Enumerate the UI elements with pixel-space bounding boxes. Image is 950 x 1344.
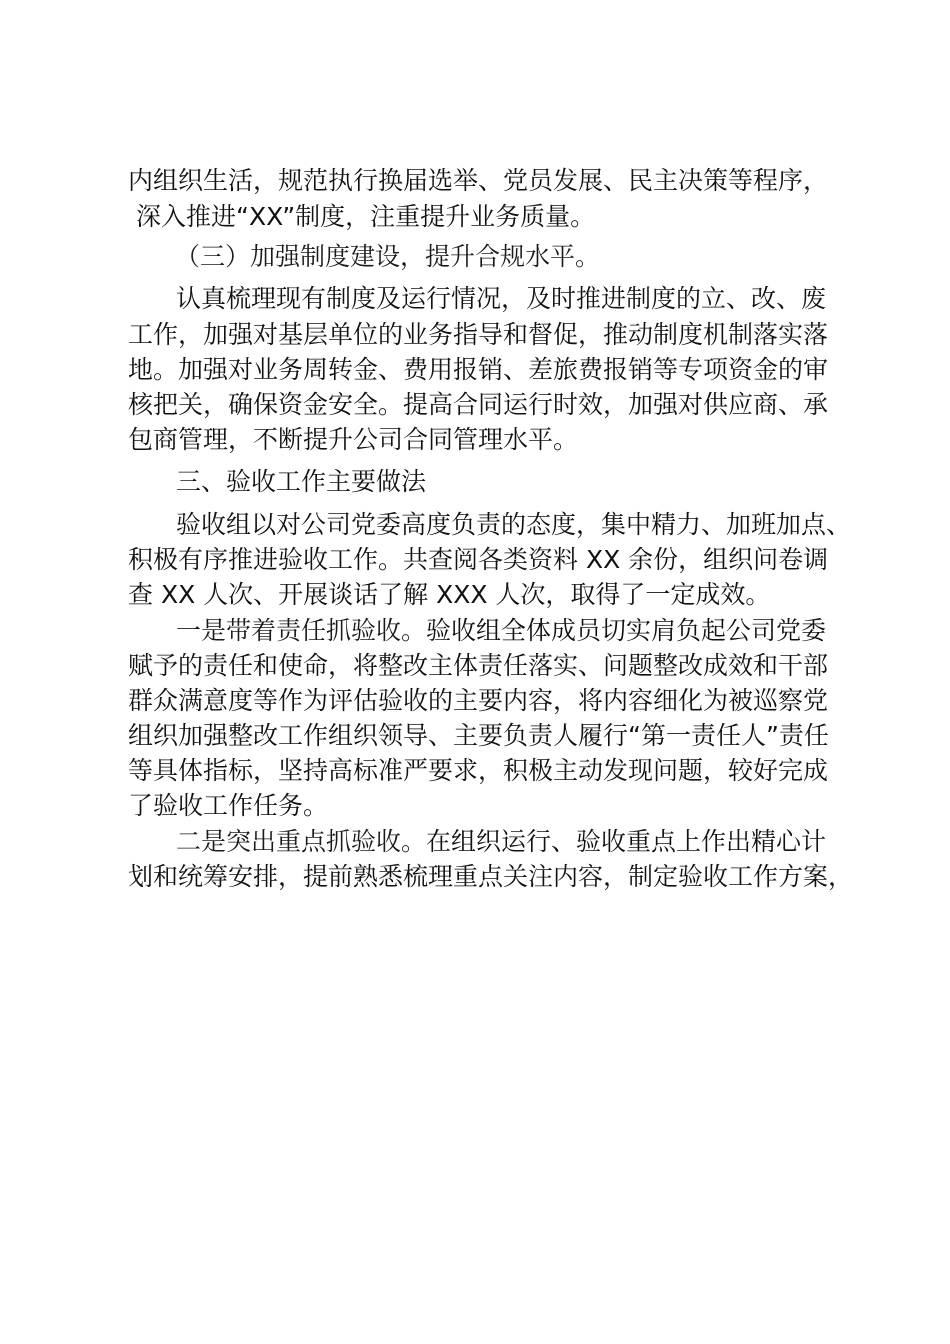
text-line: 赋予的责任和使命，将整改主体责任落实、问题整改成效和干部 xyxy=(128,651,829,680)
section-heading: 三、验收工作主要做法 xyxy=(176,467,427,496)
text-line: 等具体指标，坚持高标准严要求，积极主动发现问题，较好完成 xyxy=(128,756,829,785)
text-line: 验收组以对公司党委高度负责的态度，集中精力、加班加点、 xyxy=(176,510,852,539)
lead-in-text: 一是带着责任抓验收。 xyxy=(176,616,427,645)
text-line: 认真梳理现有制度及运行情况，及时推进制度的立、改、废 xyxy=(176,284,827,313)
text-line: 深入推进“XX”制度，注重提升业务质量。 xyxy=(136,202,596,231)
paragraph-first-line xyxy=(176,614,826,648)
text-line: 组织加强整改工作组织领导、主要负责人履行“第一责任人”责任 xyxy=(128,721,829,750)
text-line: 了验收工作任务。 xyxy=(128,791,329,820)
text-run: 验收组全体成员切实肩负起公司党委 xyxy=(426,616,827,645)
text-line: 积极有序推进验收工作。共查阅各类资料 XX 余份，组织问卷调 xyxy=(128,545,829,574)
subsection-heading: （三）加强制度建设，提升合规水平。 xyxy=(175,242,601,271)
lead-in-text: 二是突出重点抓验收。 xyxy=(176,827,427,856)
text-line: 查 XX 人次、开展谈话了解 XXX 人次，取得了一定成效。 xyxy=(128,580,771,609)
text-line: 工作，加强对基层单位的业务指导和督促，推动制度机制落实落 xyxy=(128,320,829,349)
paragraph-first-line xyxy=(176,825,826,859)
text-run: 在组织运行、验收重点上作出精心计 xyxy=(426,827,827,856)
text-line: 群众满意度等作为评估验收的主要内容，将内容细化为被巡察党 xyxy=(128,686,829,715)
text-line: 划和统筹安排，提前熟悉梳理重点关注内容，制定验收工作方案， xyxy=(128,862,854,891)
text-line: 地。加强对业务周转金、费用报销、差旅费报销等专项资金的审 xyxy=(128,355,829,384)
text-line: 内组织生活，规范执行换届选举、党员发展、民主决策等程序， xyxy=(128,166,829,195)
text-line: 包商管理，不断提升公司合同管理水平。 xyxy=(128,425,579,454)
text-line: 核把关，确保资金安全。提高合同运行时效，加强对供应商、承 xyxy=(128,390,829,419)
